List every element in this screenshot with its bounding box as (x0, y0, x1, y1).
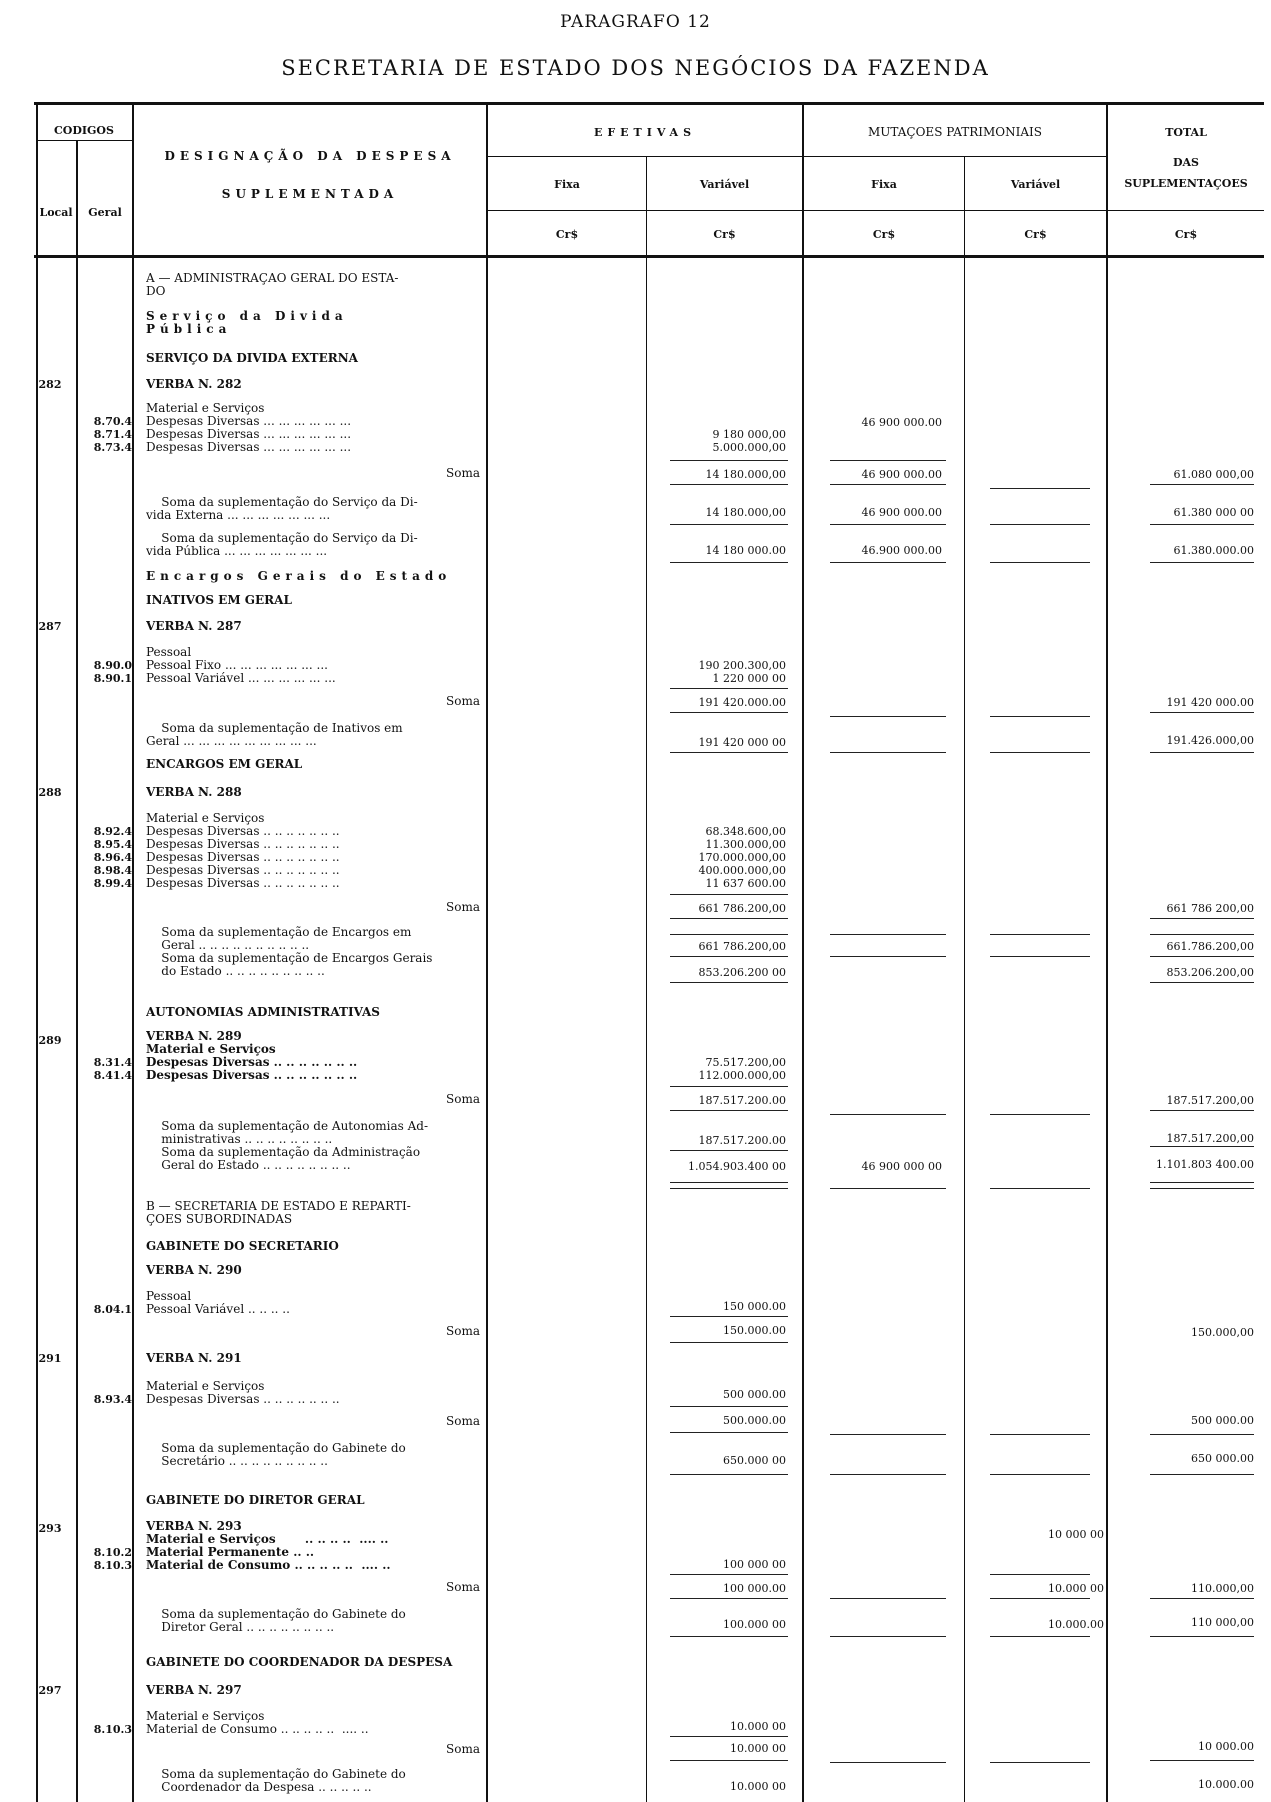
item-lines: Material e Serviços Material de Consumo .. .. .. .. .. .... .. (146, 1710, 369, 1736)
rule (990, 1474, 1090, 1475)
rule (670, 1598, 788, 1599)
local-code: 288 (38, 786, 62, 799)
variavel-header: Variável (699, 178, 750, 191)
rule (830, 956, 946, 957)
subtotal-variavel: 10.000 00 (730, 1780, 786, 1793)
table-top-rule (34, 102, 1264, 105)
rule (670, 1474, 788, 1475)
col-line-fixa (646, 156, 647, 1802)
rule (1150, 1760, 1254, 1761)
subtotal-variavel: 1.054.903.400 00 (688, 1160, 786, 1173)
subtotal-description: Soma da suplementação de Inativos em Geral ... ... ... ... ... ... ... ... ... (146, 722, 403, 748)
item-codes: 8.10.2 8.10.3 (93, 1546, 132, 1572)
rule (670, 484, 788, 485)
item-codes: 8.10.3 (93, 1723, 132, 1736)
soma-label: Soma (446, 1092, 480, 1106)
rule (830, 752, 946, 753)
rule (1150, 1110, 1254, 1111)
mutacoes-divider (804, 156, 1106, 157)
rule (670, 712, 788, 713)
rule (830, 1598, 946, 1599)
rule (670, 1188, 788, 1189)
gabinete-secretario-heading: GABINETE DO SECRETARIO (146, 1240, 339, 1253)
rule (1150, 1182, 1254, 1183)
soma-total: 110.000,00 (1191, 1582, 1254, 1595)
soma-total: 61.080 000,00 (1173, 468, 1254, 481)
currency-variavel: Cr$ (713, 228, 736, 241)
subtotal-mutacao-fixa: 46 900 000 00 (861, 1160, 942, 1173)
soma-label: Soma (446, 1580, 480, 1594)
rule (990, 934, 1090, 935)
soma-mutacao-variavel: 10.000 00 (1048, 1582, 1104, 1595)
verba-heading: VERBA N. 291 (146, 1352, 242, 1365)
subtotal-variavel: 100.000 00 (723, 1618, 786, 1631)
rule (1150, 1188, 1254, 1189)
subtotal-total: 853.206.200,00 (1166, 966, 1254, 979)
col-line-left (36, 102, 38, 1802)
gabinete-diretor-heading: GABINETE DO DIRETOR GERAL (146, 1494, 365, 1507)
subtotal-description: Soma da suplementação do Gabinete do Diretor Geral .. .. .. .. .. .. .. .. (161, 1608, 406, 1634)
soma-variavel: 500.000.00 (723, 1414, 786, 1427)
variavel-values: 190 200.300,00 1 220 000 00 (698, 659, 786, 685)
rule (830, 716, 946, 717)
currency-mfixa: Cr$ (872, 228, 896, 241)
rule (1150, 484, 1254, 485)
soma-total: 150.000,00 (1191, 1326, 1254, 1339)
rule (670, 1736, 788, 1737)
rule (1150, 1598, 1254, 1599)
encargos-em-geral-heading: ENCARGOS EM GERAL (146, 758, 303, 771)
rule (670, 688, 788, 689)
variavel-value: 100 000 00 (723, 1558, 786, 1571)
soma-total: 187.517.200,00 (1166, 1094, 1254, 1107)
rule (670, 1086, 788, 1087)
subtotal-mutacao-fixa: 46.900 000.00 (861, 544, 942, 557)
soma-label: Soma (446, 1324, 480, 1338)
header-bottom-rule (34, 255, 1264, 258)
subtotal-variavel: 650.000 00 (723, 1454, 786, 1467)
variavel-values: 68.348.600,00 11.300.000,00 170.000.000,00 400.000.000,00 11 637 600.00 (698, 825, 786, 890)
soma-variavel: 187.517.200.00 (698, 1094, 786, 1107)
rule (670, 894, 788, 895)
currency-fixa: Cr$ (555, 228, 579, 241)
subtotal-variavel: 187.517.200.00 (698, 1134, 786, 1147)
soma-variavel: 191 420.000.00 (698, 696, 786, 709)
soma-variavel: 661 786.200,00 (698, 902, 786, 915)
local-code: 293 (38, 1522, 62, 1535)
rule (1150, 934, 1254, 935)
rule (670, 1110, 788, 1111)
mutacao-variavel-value: 10 000 00 (1048, 1528, 1104, 1541)
mutacoes-fixa-header: Fixa (871, 178, 897, 191)
encargos-gerais-heading: Encargos Gerais do Estado (146, 570, 452, 583)
item-lines: Pessoal Pessoal Fixo ... ... ... ... ... ... ... Pessoal Variável ... ... ... ... ... ... (146, 646, 336, 685)
rule (670, 982, 788, 983)
item-lines: Material e Serviços Despesas Diversas .. .. .. .. .. .. .. Despesas Diversas .. .. .. .. .. .. .. Despesas Diversas .. .. .. .. .. .. .. Despesas Diversas .. .. .. .. .. .. .. Despesas Diversas .. .. .. .. .. .. .. (146, 812, 340, 890)
soma-label: Soma (446, 900, 480, 914)
soma-mutacao-fixa: 46 900 000.00 (861, 468, 942, 481)
subtotal-description: Soma da suplementação do Serviço da Di- vida Pública ... ... ... ... ... ... ... (146, 532, 418, 558)
verba-heading: VERBA N. 287 (146, 620, 242, 633)
soma-variavel: 150.000.00 (723, 1324, 786, 1337)
codigos-divider (36, 140, 132, 141)
rule (670, 934, 788, 935)
verba-heading: VERBA N. 282 (146, 378, 242, 391)
rule (830, 1474, 946, 1475)
local-code: 291 (38, 1352, 62, 1365)
subtotal-total: 650 000.00 (1191, 1452, 1254, 1465)
soma-label: Soma (446, 1742, 480, 1756)
soma-total: 10 000.00 (1198, 1740, 1254, 1753)
item-codes: 8.31.4 8.41.4 (93, 1056, 132, 1082)
item-lines: Material e Serviços Despesas Diversas ... ... ... ... ... ... Despesas Diversas ... ... ... ... ... ... Despesas Diversas ... ... ... ... ... ... (146, 402, 352, 454)
efetivas-header: EFETIVAS (593, 126, 697, 139)
item-codes: 8.92.4 8.95.4 8.96.4 8.98.4 8.99.4 (93, 825, 132, 890)
rule (670, 918, 788, 919)
servico-divida-heading: Serviço da Divida Pública (146, 310, 348, 336)
variavel-values: 75.517.200,00 112.000.000,00 (698, 1056, 786, 1082)
subtotal-description: Soma da suplementação do Gabinete do Coordenador da Despesa .. .. .. .. .. (161, 1768, 406, 1794)
rule (1150, 712, 1254, 713)
local-code: 297 (38, 1684, 62, 1697)
rule (670, 1316, 788, 1317)
rule (830, 524, 946, 525)
rule (990, 524, 1090, 525)
rule (990, 1574, 1090, 1575)
col-line-variavel (802, 102, 804, 1802)
currency-divider (488, 210, 1264, 211)
verba-heading: VERBA N. 297 (146, 1684, 242, 1697)
variavel-value: 10.000 00 (730, 1720, 786, 1733)
fixa-header: Fixa (554, 178, 580, 191)
subtotal-mutacao-variavel: 10.000.00 (1048, 1618, 1104, 1631)
rule (990, 1636, 1090, 1637)
rule (1150, 1474, 1254, 1475)
item-codes: 8.04.1 (93, 1303, 132, 1316)
verba-heading: VERBA N. 289 Material e Serviços Despesas Diversas .. .. .. .. .. .. .. Despesas Diversas .. .. .. .. .. .. .. (146, 1030, 358, 1082)
item-codes: 8.93.4 (93, 1393, 132, 1406)
rule (670, 1636, 788, 1637)
rule (990, 562, 1090, 563)
rule (670, 1432, 788, 1433)
servico-divida-externa-heading: SERVIÇO DA DIVIDA EXTERNA (146, 352, 358, 365)
subtotal-variavel: 661 786.200,00 (698, 940, 786, 953)
subtotal-total: 187.517.200,00 (1166, 1132, 1254, 1145)
local-code: 287 (38, 620, 62, 633)
rule (670, 524, 788, 525)
currency-total: Cr$ (1174, 228, 1198, 241)
item-lines: Material e Serviços Despesas Diversas .. .. .. .. .. .. .. (146, 1380, 340, 1406)
rule (830, 460, 946, 461)
total-header-line3: SUPLEMENTAÇOES (1124, 177, 1248, 190)
subtotal-description: Soma da suplementação do Serviço da Di- vida Externa ... ... ... ... ... ... ... (146, 496, 418, 522)
soma-total: 500 000.00 (1191, 1414, 1254, 1427)
designacao-header-line2: SUPLEMENTADA (221, 187, 399, 201)
total-header-line1: TOTAL (1165, 126, 1207, 139)
rule (1150, 1636, 1254, 1637)
rule (990, 1434, 1090, 1435)
local-code: 289 (38, 1034, 62, 1047)
rule (990, 1114, 1090, 1115)
local-header: Local (39, 206, 73, 219)
soma-variavel: 100 000.00 (723, 1582, 786, 1595)
subtotal-variavel: 853.206.200 00 (698, 966, 786, 979)
soma-variavel: 10.000 00 (730, 1742, 786, 1755)
rule (990, 956, 1090, 957)
subtotal-total: 110 000,00 (1191, 1616, 1254, 1629)
page-title: SECRETARIA DE ESTADO DOS NEGÓCIOS DA FAZENDA (281, 56, 990, 80)
col-line-mfixa (964, 156, 965, 1802)
rule (670, 1150, 788, 1151)
rule (990, 1598, 1090, 1599)
currency-mvariavel: Cr$ (1024, 228, 1047, 241)
rule (670, 1406, 788, 1407)
rule (990, 716, 1090, 717)
subtotal-description: Soma da suplementação de Encargos em Geral .. .. .. .. .. .. .. .. .. .. Soma da suplementação de Encargos Gerais do Estado .. .. .. .. .. .. .. .. .. (161, 926, 433, 978)
geral-header: Geral (88, 206, 122, 219)
mutacoes-header: MUTAÇOES PATRIMONIAIS (868, 125, 1042, 139)
rule (670, 562, 788, 563)
variavel-value: 500 000.00 (723, 1388, 786, 1401)
rule (990, 488, 1090, 489)
rule (670, 1760, 788, 1761)
rule (670, 1342, 788, 1343)
item-codes: 8.70.4 8.71.4 8.73.4 (93, 415, 132, 454)
subtotal-total: 191.426.000,00 (1166, 734, 1254, 747)
rule (830, 1636, 946, 1637)
item-codes: 8.90.0 8.90.1 (93, 659, 132, 685)
paragraph-heading: PARAGRAFO 12 (560, 12, 711, 32)
col-line-desc (486, 102, 488, 1802)
rule (990, 752, 1090, 753)
rule (670, 1182, 788, 1183)
subtotal-total: 61.380.000.00 (1173, 544, 1254, 557)
soma-total: 191 420 000.00 (1166, 696, 1254, 709)
rule (830, 1762, 946, 1763)
subtotal-variavel: 14 180 000.00 (705, 544, 786, 557)
rule (670, 460, 788, 461)
soma-label: Soma (446, 694, 480, 708)
rule (830, 562, 946, 563)
subtotal-variavel: 191 420 000 00 (698, 736, 786, 749)
rule (670, 752, 788, 753)
subtotal-variavel: 14 180.000,00 (705, 506, 786, 519)
mutacao-fixa-value: 46 900 000.00 (861, 416, 942, 429)
subtotal-total: 1.101.803 400.00 (1156, 1158, 1254, 1171)
item-lines: Pessoal Pessoal Variável .. .. .. .. (146, 1290, 290, 1316)
subtotal-total: 10.000.00 (1198, 1778, 1254, 1791)
verba-heading: VERBA N. 288 (146, 786, 242, 799)
rule (1150, 1434, 1254, 1435)
rule (1150, 752, 1254, 753)
soma-label: Soma (446, 466, 480, 480)
subtotal-mutacao-fixa: 46 900 000.00 (861, 506, 942, 519)
rule (1150, 918, 1254, 919)
rule (830, 484, 946, 485)
rule (1150, 524, 1254, 525)
rule (1150, 956, 1254, 957)
variavel-values: 9 180 000,00 5.000.000,00 (712, 428, 786, 454)
gabinete-coordenador-heading: GABINETE DO COORDENADOR DA DESPESA (146, 1656, 453, 1669)
subtotal-total: 61.380 000 00 (1173, 506, 1254, 519)
col-line-geral (132, 102, 134, 1802)
rule (830, 1188, 946, 1189)
section-b-title: B — SECRETARIA DE ESTADO E REPARTI- ÇOES SUBORDINADAS (146, 1200, 411, 1226)
autonomias-heading: AUTONOMIAS ADMINISTRATIVAS (146, 1006, 380, 1019)
rule (990, 1188, 1090, 1189)
subtotal-total: 661.786.200,00 (1166, 940, 1254, 953)
section-a-title: A — ADMINISTRAÇAO GERAL DO ESTA- DO (146, 272, 399, 298)
verba-heading: VERBA N. 293 Material e Serviços .. .. .. .. .... .. Material Permanente .. .. Material de Consumo .. .. .. .. .. .... .. (146, 1520, 391, 1572)
mutacoes-variavel-header: Variável (1010, 178, 1061, 191)
soma-label: Soma (446, 1414, 480, 1428)
verba-heading: VERBA N. 290 (146, 1264, 242, 1277)
soma-variavel: 14 180.000,00 (705, 468, 786, 481)
subtotal-description: Soma da suplementação de Autonomias Ad- ministrativas .. .. .. .. .. .. .. .. Soma da suplementação da Administração Geral do Estado .. .. .. .. .. .. .. .. (161, 1120, 429, 1172)
variavel-value: 150 000.00 (723, 1300, 786, 1313)
rule (1150, 1146, 1254, 1147)
designacao-header-line1: DESIGNAÇÃO DA DESPESA (164, 149, 456, 163)
col-line-mvariavel (1106, 102, 1108, 1802)
subtotal-description: Soma da suplementação do Gabinete do Secretário .. .. .. .. .. .. .. .. .. (161, 1442, 406, 1468)
rule (830, 934, 946, 935)
rule (670, 1574, 788, 1575)
codigos-header: CODIGOS (54, 124, 114, 137)
rule (670, 956, 788, 957)
inativos-heading: INATIVOS EM GERAL (146, 594, 292, 607)
rule (1150, 562, 1254, 563)
rule (830, 1114, 946, 1115)
soma-total: 661 786 200,00 (1166, 902, 1254, 915)
rule (830, 1434, 946, 1435)
local-code: 282 (38, 378, 62, 391)
rule (990, 1762, 1090, 1763)
total-header-line2: DAS (1172, 156, 1200, 169)
rule (1150, 982, 1254, 983)
